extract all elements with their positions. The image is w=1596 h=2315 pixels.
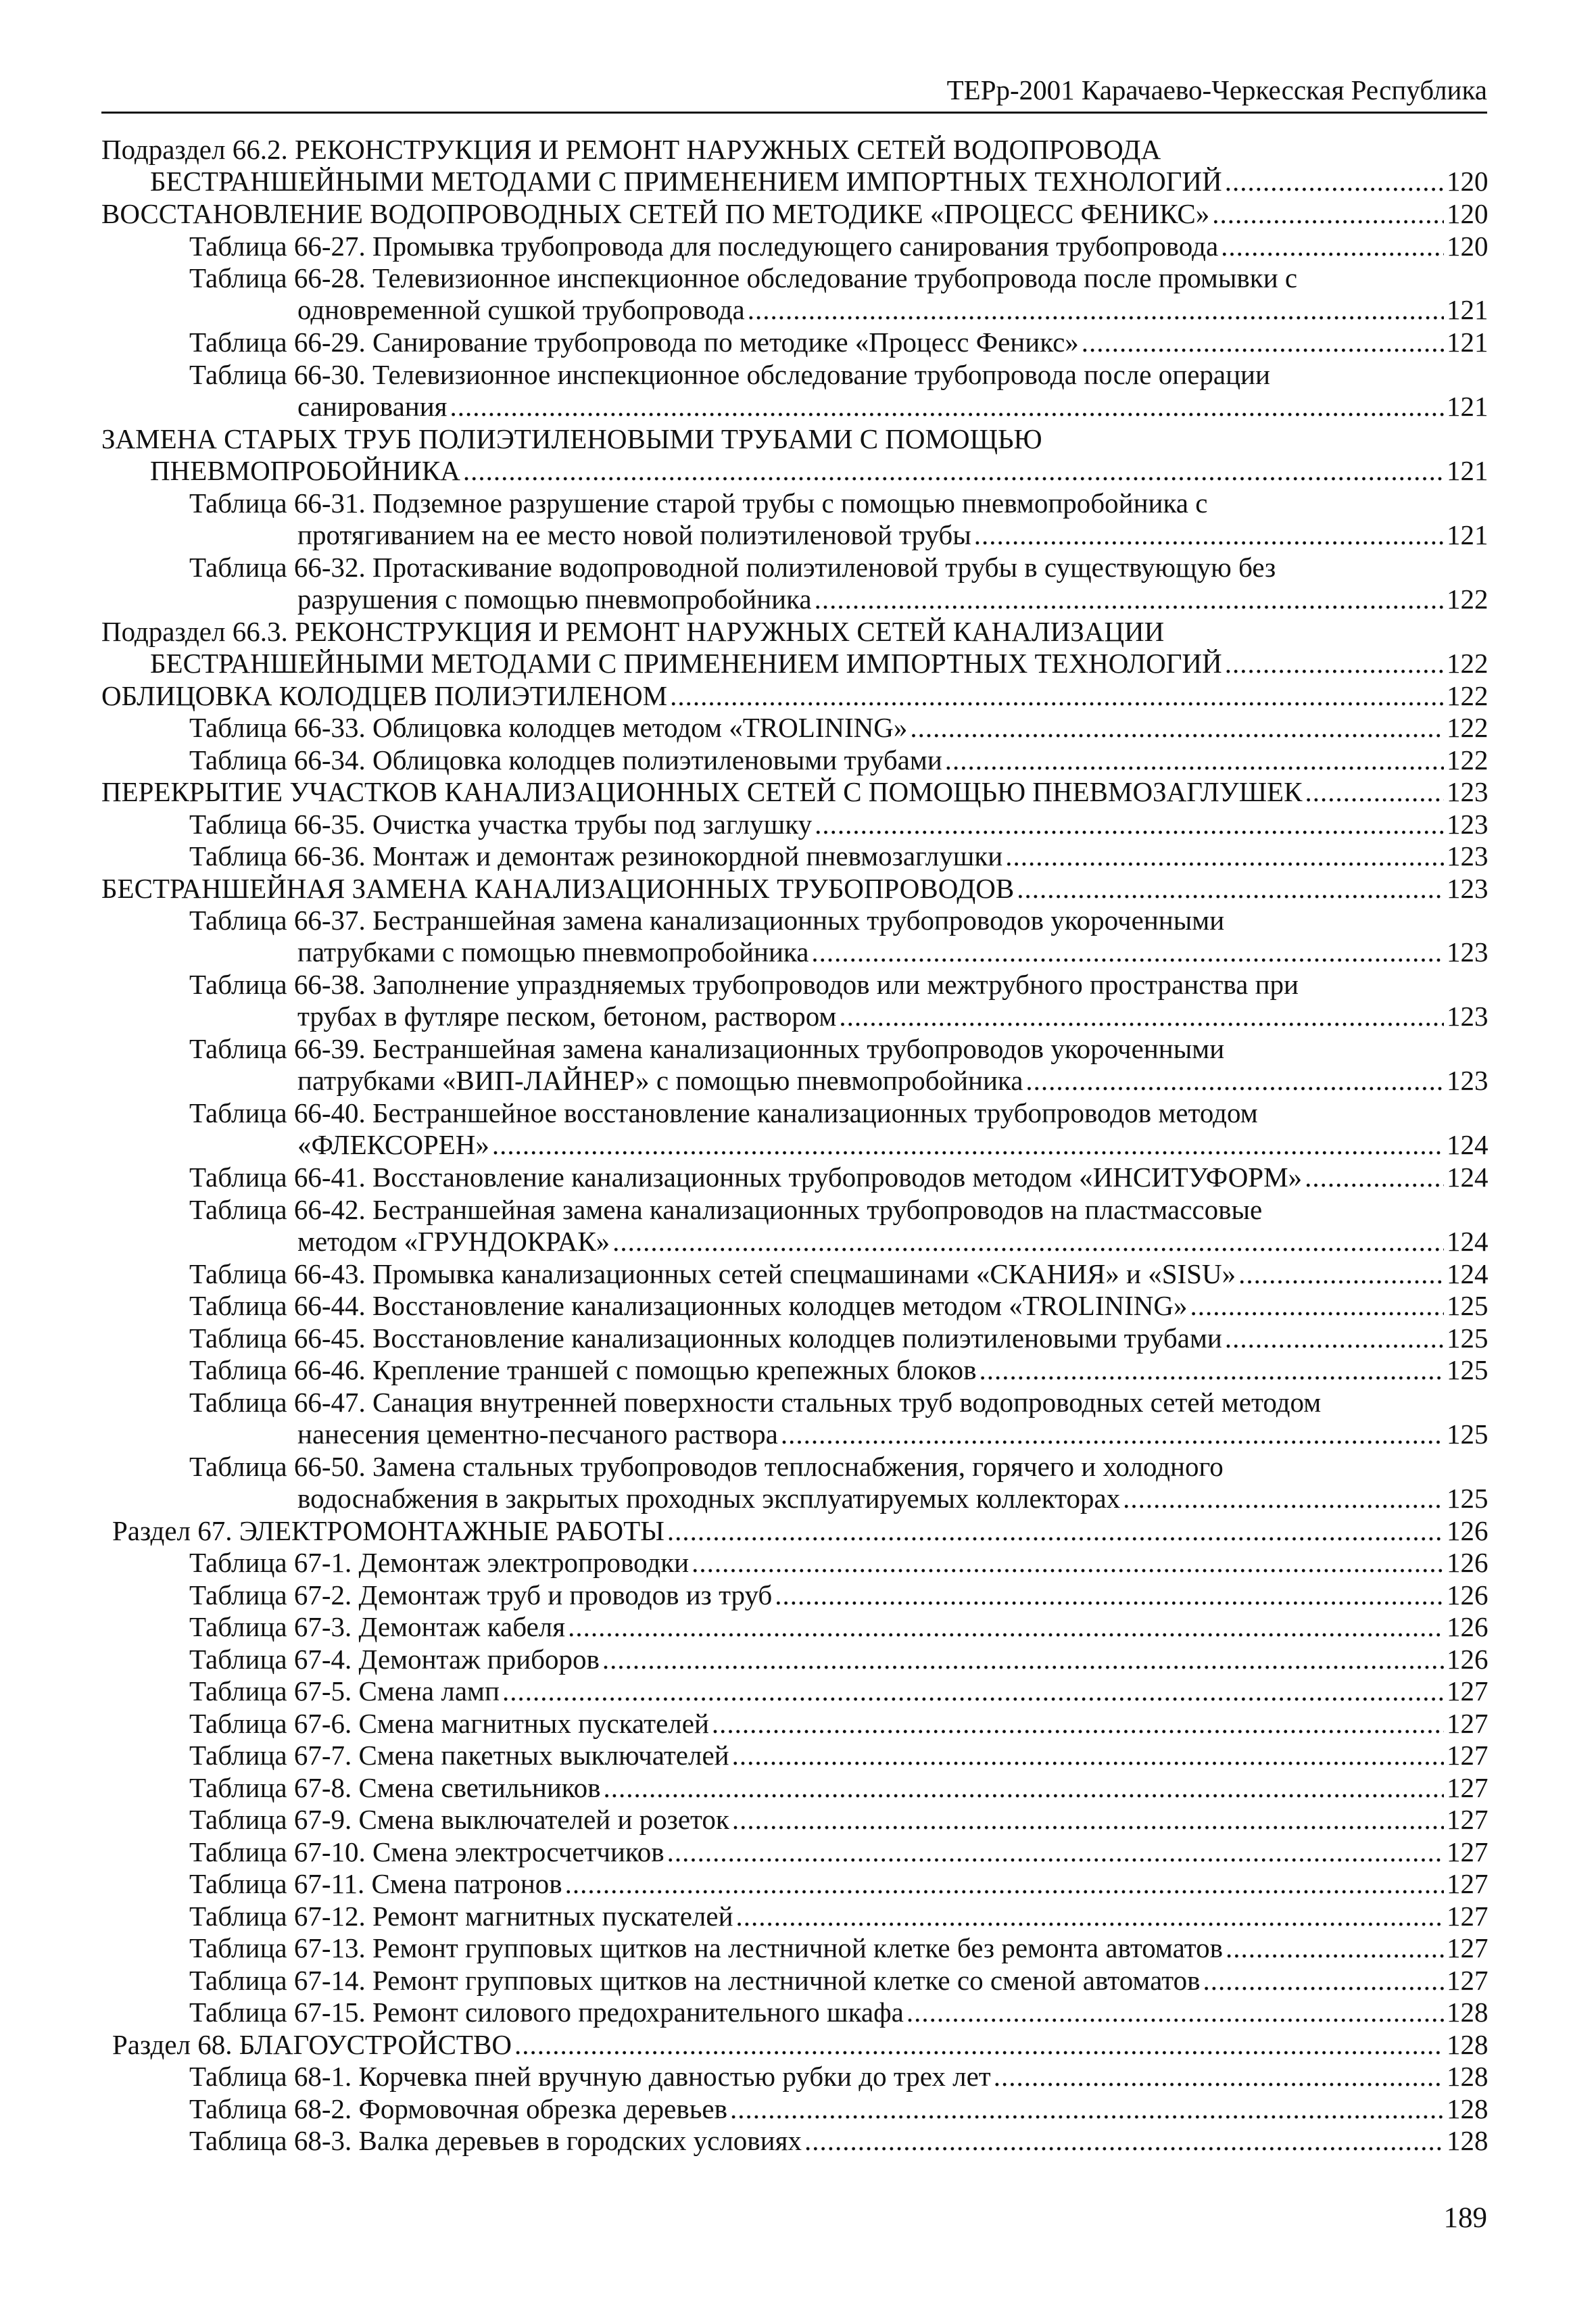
toc-entry <box>189 2093 1487 2125</box>
header-rule <box>101 112 1487 114</box>
toc-entry-title: Таблица 66-29. Санирование трубопровода по методике «Процесс Феникс» <box>189 327 1079 358</box>
toc-entry-title: Таблица 68-3. Валка деревьев в городских условиях <box>189 2125 802 2156</box>
toc-page-number: 126 <box>1447 1611 1489 1642</box>
toc-entry <box>189 1579 1487 1611</box>
dot-leader <box>945 744 1444 776</box>
toc-entry-title: Таблица 66-31. Подземное разрушение старой трубы с помощью пневмопробойника с <box>189 487 1208 519</box>
dot-leader <box>565 1868 1444 1900</box>
dot-leader <box>781 1418 1444 1450</box>
dot-leader <box>980 1354 1444 1386</box>
toc-entry <box>189 1644 1487 1675</box>
toc-entry-title: ВОССТАНОВЛЕНИЕ ВОДОПРОВОДНЫХ СЕТЕЙ ПО МЕТОДИКЕ «ПРОЦЕСС ФЕНИКС» <box>101 198 1210 229</box>
dot-leader <box>736 1901 1444 1932</box>
toc-entry-title: Таблица 66-50. Замена стальных трубопроводов теплоснабжения, горячего и холодного <box>189 1450 1224 1482</box>
dot-leader <box>815 809 1444 840</box>
toc-entry-title: Таблица 68-1. Корчевка пней вручную давностью рубки до трех лет <box>189 2061 991 2092</box>
toc-page-number: 128 <box>1447 2028 1489 2060</box>
toc-page-number: 128 <box>1447 2125 1489 2156</box>
toc-entry-title: ПЕРЕКРЫТИЕ УЧАСТКОВ КАНАЛИЗАЦИОННЫХ СЕТЕЙ С ПОМОЩЬЮ ПНЕВМОЗАГЛУШЕК <box>101 776 1303 807</box>
toc-page-number: 122 <box>1447 647 1489 679</box>
toc-entry <box>189 2125 1487 2157</box>
toc-entry-title: Таблица 67-7. Смена пакетных выключателей <box>189 1740 729 1771</box>
toc-page-number: 125 <box>1447 1482 1489 1514</box>
toc-entry <box>189 552 1487 615</box>
toc-entry <box>112 1515 1487 1547</box>
toc-page-number: 123 <box>1447 936 1489 968</box>
toc-entry <box>189 1740 1487 1771</box>
dot-leader <box>811 936 1444 968</box>
dot-leader <box>1212 198 1444 230</box>
toc-entry-title: Таблица 67-8. Смена светильников <box>189 1771 601 1803</box>
toc-entry <box>189 1611 1487 1643</box>
toc-entry-title: Таблица 67-6. Смена магнитных пускателей <box>189 1707 709 1739</box>
toc-entry <box>189 1322 1487 1354</box>
toc-page-number: 121 <box>1447 327 1489 358</box>
toc-entry <box>189 1194 1487 1258</box>
toc-entry <box>189 262 1487 326</box>
dot-leader <box>1225 648 1444 679</box>
toc-entry-title: Таблица 66-47. Санация внутренней поверхности стальных труб водопроводных сетей методом <box>189 1386 1322 1418</box>
dot-leader <box>1190 1290 1444 1322</box>
dot-leader <box>839 1001 1444 1032</box>
toc-entry <box>189 905 1487 968</box>
toc-entry-title: Таблица 67-3. Демонтаж кабеля <box>189 1611 566 1642</box>
toc-entry <box>189 1932 1487 1964</box>
dot-leader <box>712 1708 1444 1740</box>
dot-leader <box>692 1547 1444 1579</box>
toc-entry <box>189 1033 1487 1097</box>
toc-entry-title: Таблица 67-2. Демонтаж труб и проводов из труб <box>189 1579 773 1610</box>
toc-page-number: 125 <box>1447 1418 1489 1450</box>
toc-entry-title: Таблица 66-27. Промывка трубопровода для последующего санирования трубопровода <box>189 230 1219 262</box>
dot-leader <box>1225 166 1444 197</box>
toc-entry <box>189 1836 1487 1868</box>
toc-entry <box>189 1708 1487 1740</box>
toc-entry <box>189 2061 1487 2093</box>
toc-entry-title: Таблица 67-15. Ремонт силового предохранительного шкафа <box>189 1997 904 2028</box>
toc-entry <box>189 231 1487 262</box>
toc-entry-title: Таблица 68-2. Формовочная обрезка деревьев <box>189 2093 727 2124</box>
toc-entry <box>189 1868 1487 1900</box>
toc-entry <box>112 2029 1487 2061</box>
toc-page-number: 122 <box>1447 744 1489 775</box>
toc-entry <box>189 712 1487 744</box>
toc-page-number: 120 <box>1447 198 1489 229</box>
toc-entry-title: Таблица 67-9. Смена выключателей и розеток <box>189 1804 729 1835</box>
toc-entry-title: нанесения цементно-песчаного раствора <box>297 1418 778 1450</box>
toc-entry-title: БЕСТРАНШЕЙНЫМИ МЕТОДАМИ С ПРИМЕНЕНИЕМ ИМПОРТНЫХ ТЕХНОЛОГИЙ <box>150 647 1222 679</box>
dot-leader <box>730 2093 1444 2125</box>
toc-entry-title: Таблица 66-34. Облицовка колодцев полиэтиленовыми трубами <box>189 744 942 775</box>
dot-leader <box>1082 327 1444 358</box>
toc-page-number: 121 <box>1447 390 1489 422</box>
toc-page-number: 124 <box>1447 1162 1489 1193</box>
toc-entry <box>189 1258 1487 1290</box>
toc-entry-title: БЕСТРАНШЕЙНЫМИ МЕТОДАМИ С ПРИМЕНЕНИЕМ ИМПОРТНЫХ ТЕХНОЛОГИЙ <box>150 166 1222 197</box>
toc-entry-title: Раздел 68. БЛАГОУСТРОЙСТВО <box>112 2028 512 2060</box>
toc-entry-title: Таблица 66-37. Бестраншейная замена канализационных трубопроводов укороченными <box>189 905 1225 936</box>
toc-entry-title: Таблица 66-39. Бестраншейная замена канализационных трубопроводов укороченными <box>189 1033 1225 1064</box>
dot-leader <box>748 294 1444 326</box>
toc-page-number: 123 <box>1447 776 1489 807</box>
toc-page-number: 127 <box>1447 1675 1489 1707</box>
toc-entry-title: методом «ГРУНДОКРАК» <box>297 1225 610 1257</box>
dot-leader <box>804 2125 1444 2157</box>
toc-page-number: 127 <box>1447 1740 1489 1771</box>
toc-page-number: 125 <box>1447 1290 1489 1321</box>
toc-entry <box>189 1290 1487 1322</box>
toc-page-number: 128 <box>1447 1997 1489 2028</box>
toc-page-number: 126 <box>1447 1579 1489 1610</box>
toc-entry-title: Таблица 67-10. Смена электросчетчиков <box>189 1836 664 1867</box>
toc-entry-title: Таблица 66-33. Облицовка колодцев методом «TROLINING» <box>189 712 908 743</box>
toc-entry-title: Таблица 67-11. Смена патронов <box>189 1868 562 1899</box>
dot-leader <box>514 2029 1444 2061</box>
toc-entry-title: ПНЕВМОПРОБОЙНИКА <box>150 454 460 486</box>
toc-page-number: 125 <box>1447 1322 1489 1354</box>
dot-leader <box>492 1129 1444 1161</box>
toc-page-number: 127 <box>1447 1932 1489 1963</box>
toc-entry-title: Раздел 67. ЭЛЕКТРОМОНТАЖНЫЕ РАБОТЫ <box>112 1514 664 1546</box>
dot-leader <box>502 1675 1444 1707</box>
toc-entry-title: Таблица 67-5. Смена ламп <box>189 1675 500 1707</box>
toc-entry-title: Подраздел 66.3. РЕКОНСТРУКЦИЯ И РЕМОНТ НАРУЖНЫХ СЕТЕЙ КАНАЛИЗАЦИИ <box>101 615 1165 647</box>
toc-page-number: 128 <box>1447 2061 1489 2092</box>
dot-leader <box>1225 1322 1444 1354</box>
toc-entry-title: Таблица 66-41. Восстановление канализационных трубопроводов методом «ИНСИТУФОРМ» <box>189 1162 1303 1193</box>
toc-entry-title: Подраздел 66.2. РЕКОНСТРУКЦИЯ И РЕМОНТ НАРУЖНЫХ СЕТЕЙ ВОДОПРОВОДА <box>101 134 1161 165</box>
dot-leader <box>667 1836 1444 1868</box>
dot-leader <box>906 1997 1444 2028</box>
toc-page-number: 127 <box>1447 1964 1489 1996</box>
dot-leader <box>994 2061 1444 2093</box>
toc-entry-title: Таблица 67-14. Ремонт групповых щитков на лестничной клетке со сменой автоматов <box>189 1964 1201 1996</box>
toc-entry-title: Таблица 66-28. Телевизионное инспекционное обследование трубопровода после промывки с <box>189 262 1298 293</box>
toc-page-number: 122 <box>1447 679 1489 711</box>
toc-page-number: 121 <box>1447 454 1489 486</box>
toc-entry-title: Таблица 66-45. Восстановление канализационных колодцев полиэтиленовыми трубами <box>189 1322 1222 1354</box>
toc-page-number: 127 <box>1447 1836 1489 1867</box>
toc-entry <box>101 776 1487 808</box>
toc-entry <box>189 1451 1487 1514</box>
toc-entry-title: санирования <box>297 390 448 422</box>
toc-entry <box>189 1997 1487 2028</box>
dot-leader <box>667 1515 1444 1547</box>
toc-entry <box>101 198 1487 230</box>
toc-page-number: 122 <box>1447 583 1489 615</box>
dot-leader <box>604 1772 1445 1804</box>
toc-entry <box>189 1097 1487 1161</box>
toc-entry <box>101 680 1487 712</box>
toc-entry-title: одновременной сушкой трубопровода <box>297 294 745 325</box>
toc-page-number: 124 <box>1447 1258 1489 1289</box>
toc-page-number: 127 <box>1447 1900 1489 1932</box>
toc-page-number: 122 <box>1447 712 1489 743</box>
toc-entry-title: патрубками «ВИП-ЛАЙНЕР» с помощью пневмопробойника <box>297 1065 1023 1096</box>
toc-entry <box>189 1387 1487 1450</box>
toc-entry <box>101 423 1487 487</box>
toc-entry-title: Таблица 67-12. Ремонт магнитных пускателей <box>189 1900 733 1932</box>
toc-page-number: 120 <box>1447 166 1489 197</box>
toc-page-number: 126 <box>1447 1547 1489 1578</box>
dot-leader <box>775 1579 1444 1611</box>
running-header: ТЕРр-2001 Карачаево-Черкесская Республика <box>946 74 1487 105</box>
toc-page-number: 127 <box>1447 1804 1489 1835</box>
toc-entry-title: водоснабжения в закрытых проходных эксплуатируемых коллекторах <box>297 1482 1121 1514</box>
toc-entry <box>189 969 1487 1032</box>
toc-entry <box>189 809 1487 840</box>
toc-entry-title: Таблица 66-38. Заполнение упраздняемых трубопроводов или межтрубного пространства при <box>189 969 1299 1000</box>
toc-entry <box>189 1804 1487 1836</box>
dot-leader <box>1123 1483 1444 1514</box>
toc-entry-title: ОБЛИЦОВКА КОЛОДЦЕВ ПОЛИЭТИЛЕНОМ <box>101 679 668 711</box>
dot-leader <box>1305 1162 1444 1193</box>
toc-entry <box>189 1901 1487 1932</box>
toc-entry-title: Таблица 66-42. Бестраншейная замена канализационных трубопроводов на пластмассовые <box>189 1193 1263 1225</box>
toc-entry <box>189 327 1487 358</box>
dot-leader <box>910 712 1444 744</box>
toc-entry-title: Таблица 67-1. Демонтаж электропроводки <box>189 1547 690 1578</box>
toc-entry <box>101 616 1487 679</box>
toc-entry <box>189 1772 1487 1804</box>
toc-page-number: 124 <box>1447 1225 1489 1257</box>
toc-entry-title: Таблица 66-43. Промывка канализационных сетей спецмашинами «СКАНИЯ» и «SISU» <box>189 1258 1236 1289</box>
dot-leader <box>670 680 1444 712</box>
toc-entry-title: «ФЛЕКСОРЕН» <box>297 1129 489 1160</box>
dot-leader <box>1226 1932 1444 1964</box>
toc-entry-title: Таблица 66-36. Монтаж и демонтаж резинокордной пневмозаглушки <box>189 840 1003 872</box>
toc-page-number: 128 <box>1447 2093 1489 2124</box>
toc-page-number: 127 <box>1447 1771 1489 1803</box>
toc-page-number: 127 <box>1447 1707 1489 1739</box>
dot-leader <box>450 391 1444 423</box>
toc-entry-title: протягиванием на ее место новой полиэтиленовой трубы <box>297 519 971 550</box>
dot-leader <box>1025 1065 1444 1097</box>
dot-leader <box>1238 1258 1444 1290</box>
toc-entry <box>189 1162 1487 1193</box>
toc-entry-title: Таблица 66-35. Очистка участка трубы под заглушку <box>189 808 813 840</box>
toc-entry-title: ЗАМЕНА СТАРЫХ ТРУБ ПОЛИЭТИЛЕНОВЫМИ ТРУБАМИ С ПОМОЩЬЮ <box>101 423 1042 454</box>
toc-page-number: 123 <box>1447 1001 1489 1032</box>
toc-page-number: 123 <box>1447 872 1489 904</box>
dot-leader <box>1221 231 1444 262</box>
toc-entry <box>189 1675 1487 1707</box>
toc-entry-title: Таблица 67-13. Ремонт групповых щитков на лестничной клетке без ремонта автоматов <box>189 1932 1223 1963</box>
toc-entry-title: Таблица 66-46. Крепление траншей с помощью крепежных блоков <box>189 1354 977 1385</box>
toc-entry <box>189 744 1487 776</box>
dot-leader <box>463 455 1444 487</box>
dot-leader <box>602 1644 1444 1675</box>
toc-entry-title: разрушения с помощью пневмопробойника <box>297 583 812 615</box>
toc-entry-title: трубах в футляре песком, бетоном, раствором <box>297 1001 837 1032</box>
dot-leader <box>612 1226 1444 1258</box>
toc-entry <box>189 840 1487 872</box>
dot-leader <box>732 1740 1444 1771</box>
dot-leader <box>1005 840 1444 872</box>
toc-entry-title: Таблица 67-4. Демонтаж приборов <box>189 1643 600 1675</box>
dot-leader <box>815 583 1444 615</box>
toc-entry-title: Таблица 66-32. Протаскивание водопроводной полиэтиленовой трубы в существующую без <box>189 551 1276 583</box>
toc-entry-title: БЕСТРАНШЕЙНАЯ ЗАМЕНА КАНАЛИЗАЦИОННЫХ ТРУБОПРОВОДОВ <box>101 872 1015 904</box>
toc-entry <box>189 1354 1487 1386</box>
toc-entry <box>189 1965 1487 1997</box>
toc-entry <box>189 359 1487 423</box>
dot-leader <box>568 1611 1444 1643</box>
toc-page-number: 121 <box>1447 519 1489 550</box>
toc-entry <box>189 1547 1487 1579</box>
dot-leader <box>1203 1965 1444 1997</box>
dot-leader <box>1305 776 1444 808</box>
toc-page-number: 120 <box>1447 230 1489 262</box>
dot-leader <box>1017 873 1444 905</box>
toc-page-number: 127 <box>1447 1868 1489 1899</box>
toc-page-number: 123 <box>1447 808 1489 840</box>
toc-page-number: 124 <box>1447 1129 1489 1160</box>
toc-entry <box>189 487 1487 551</box>
dot-leader <box>974 519 1444 551</box>
toc-page-number: 123 <box>1447 1065 1489 1096</box>
toc-entry-title: Таблица 66-30. Телевизионное инспекционное обследование трубопровода после операции <box>189 358 1270 390</box>
toc-page-number: 123 <box>1447 840 1489 872</box>
toc-entry <box>101 873 1487 905</box>
toc-page-number: 125 <box>1447 1354 1489 1385</box>
toc-page-number: 126 <box>1447 1643 1489 1675</box>
toc-entry <box>101 134 1487 197</box>
page-number: 189 <box>1443 2202 1487 2234</box>
toc-entry-title: Таблица 66-44. Восстановление канализационных колодцев методом «TROLINING» <box>189 1290 1188 1321</box>
toc-entry-title: Таблица 66-40. Бестраншейное восстановление канализационных трубопроводов методом <box>189 1097 1258 1128</box>
toc-entry-title: патрубками с помощью пневмопробойника <box>297 936 809 968</box>
toc-page-number: 121 <box>1447 294 1489 325</box>
toc-page-number: 126 <box>1447 1514 1489 1546</box>
dot-leader <box>732 1804 1444 1836</box>
